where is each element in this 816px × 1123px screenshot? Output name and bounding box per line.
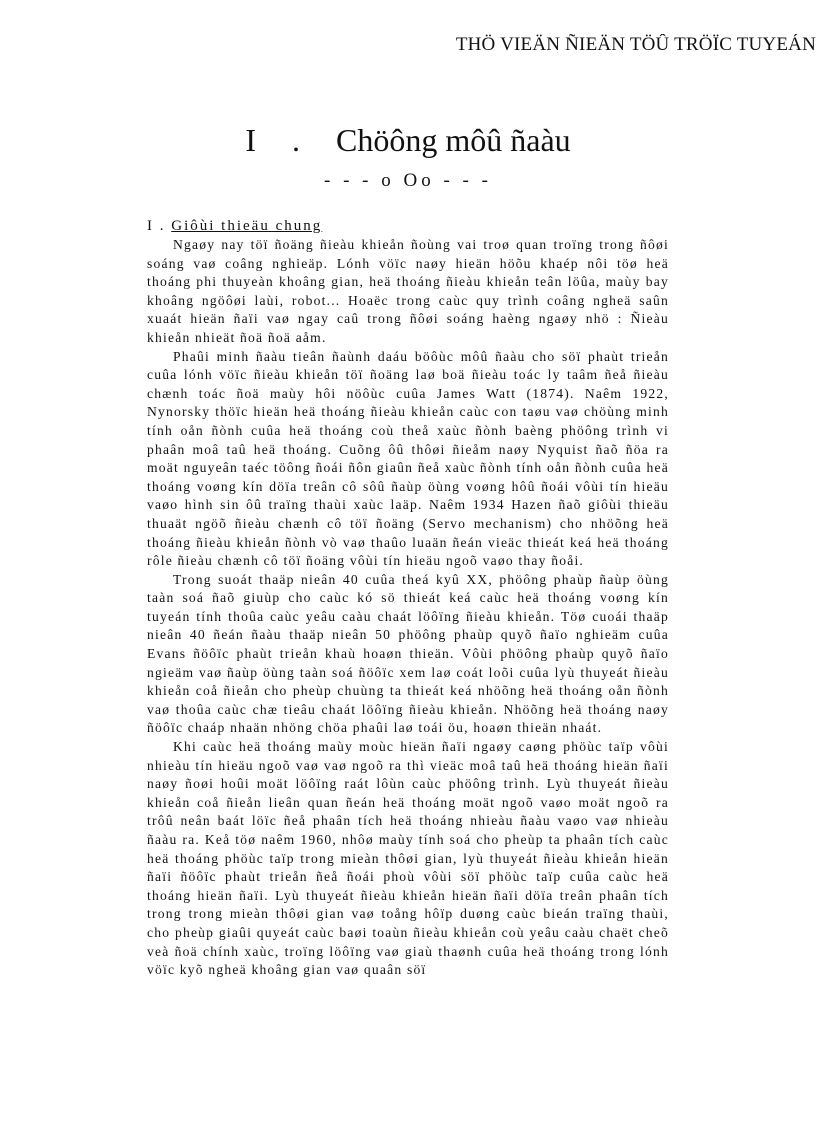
paragraph: Phaûi minh ñaàu tieân ñaùnh daáu böôùc môû ñaàu cho söï phaùt trieån cuûa lónh vöïc ñieàu khieån töï ñoäng laø boä ñieàu toác ly taâm ñeå ñieàu chænh toác ñoä maùy hôi nöôùc cuûa James Watt (1874). Naêm 1922, Nynorsky thöïc hieän heä thoáng ñieàu khieån caùc con taøu vaø chöùng minh tính oån ñònh cuûa heä thoáng coù theå xaùc ñònh baèng phöông trình vi phaân moâ taû heä thoáng. Cuõng ôû thôøi ñieåm naøy Nyquist ñaõ ñöa ra moät nguyeân taéc töông ñoái ñôn giaûn ñeå xaùc ñònh tính oån ñònh cuûa heä thoáng voøng kín döïa treân cô sôû ñaùp öùng voøng hôû ñoái vôùi tín hieäu vaøo hình sin ôû traïng thaùi xaùc laäp. Naêm 1934 Hazen ñaõ giôùi thieäu thuaät ngöõ ñieàu chænh cô töï ñoäng (Servo mechanism) cho nhöõng heä thoáng ñieàu khieån ñònh vò vaø thaûo luaän ñeán vieäc thieát keá heä thoáng rôle ñieàu chænh cô töï ñoäng vôùi tín hieäu ngoõ vaøo thay ñoåi.: [147, 348, 669, 569]
chapter-title: [0, 122, 816, 159]
section-heading: [147, 218, 322, 235]
body-text: [147, 236, 669, 980]
paragraph: Trong suoát thaäp nieân 40 cuûa theá kyû XX, phöông phaùp ñaùp öùng taàn soá ñaõ giuùp cho caùc kó sö thieát keá caùc heä thoáng voøng kín tuyeán tính thoûa caùc yeâu caàu chaát löôïng ñieàu khieån. Töø cuoái thaäp nieân 40 ñeán ñaàu thaäp nieân 50 phöông phaùp quyõ ñaïo nghieäm cuûa Evans ñöôïc phaùt trieån khaù hoaøn thieän. Vôùi phöông phaùp quyõ ñaïo ngieäm vaø ñaùp öùng taàn soá ñöôïc xem laø coát loõi cuûa lyù thuyeát ñieàu khieån coå ñieån cho pheùp chuùng ta thieát keá nhöõng heä thoáng oån ñònh vaø thoûa caùc chæ tieâu chaát löôïng ñieàu khieån. Nhöõng heä thoáng naøy ñöôïc chaáp nhaän nhöng chöa phaûi laø toái öu, hoaøn thieän nhaát.: [147, 571, 669, 736]
paragraph: Khi caùc heä thoáng maùy moùc hieän ñaïi ngaøy caøng phöùc taïp vôùi nhieàu tín hieäu ngoõ vaø vaø ngoõ ra thì vieäc moâ taû heä thoáng hieän ñaïi naøy ñoøi hoûi moät löôïng raát lôùn caùc phöông trình. Lyù thuyeát ñieàu khieån coå ñieån lieân quan ñeán heä thoáng moät ngoõ vaøo moät ngoõ ra trôû neân baát löïc ñeå phaân tích heä thoáng nhieàu ñaàu vaøo vaø nhieàu ñaàu ra. Keå töø naêm 1960, nhôø maùy tính soá cho pheùp ta phaân tích caùc heä thoáng phöùc taïp trong mieàn thôøi gian, lyù thuyeát ñieàu khieån hieän ñaïi ñöôïc phaùt trieån ñeå ñoái phoù vôùi söï phöùc taïp cuûa caùc heä thoáng hieän ñaïi. Lyù thuyeát ñieàu khieån hieän ñaïi döïa treân phaân tích trong trong mieàn thôøi gian vaø toång hôïp duøng caùc bieán traïng thaùi, cho pheùp giaûi quyeát caùc baøi toaùn ñieàu khieån coù yeâu caàu chaët cheõ veà ñoä chính xaùc, troïng löôïng vaø giaù thaønh cuûa heä thoáng trong lónh vöïc kyõ ngheä khoâng gian vaø quaân söï: [147, 739, 669, 978]
paragraph: Ngaøy nay töï ñoäng ñieàu khieån ñoùng vai troø quan troïng trong ñôøi soáng vaø coâng nghieäp. Lónh vöïc naøy hieän höõu khaép nôi töø heä thoáng phi thuyeàn khoâng gian, heä thoáng ñieàu khieån teân löûa, maùy bay khoâng ngöôøi laùi, robot... Hoaëc trong caùc quy trình coâng ngheä saûn xuaát hieän ñaïi vaø ngay caû trong ñôøi soáng haèng ngaøy nhö : Ñieàu khieån nhieät ñoä ñoä aåm.: [147, 237, 669, 345]
chapter-title-text: Chöông môû ñaàu: [336, 122, 571, 158]
title-ornament: - - - o Oo - - -: [324, 170, 492, 191]
section-number: I .: [147, 218, 166, 234]
chapter-number: I .: [245, 122, 314, 158]
section-title: Giôùi thieäu chung: [171, 218, 323, 234]
page-header: THÖ VIEÄN ÑIEÄN TÖÛ TRÖÏC TUYEÁN: [455, 34, 816, 55]
